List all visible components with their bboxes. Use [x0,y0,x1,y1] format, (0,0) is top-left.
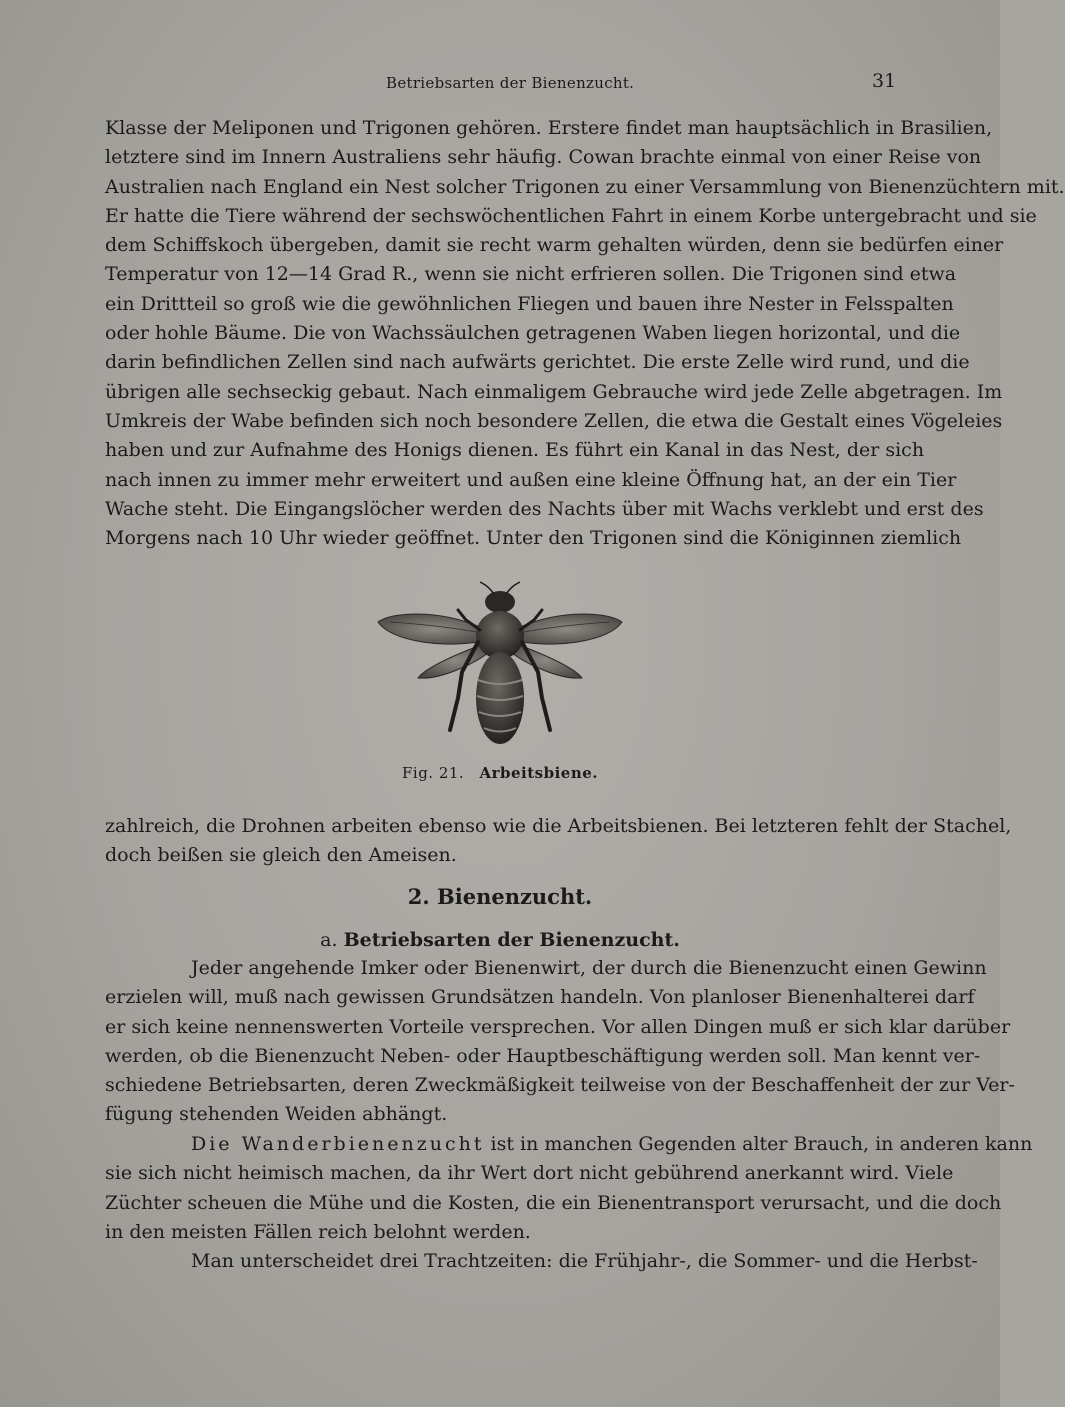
paragraph-1 [105,114,1065,553]
paragraph-2 [105,812,1012,871]
figure-caption [0,764,1000,782]
text-line: erzielen will, muß nach gewissen Grundsätzen handeln. Von planloser Bienenhalterei darf [105,986,975,1009]
bee-illustration [370,580,630,755]
text-line: er sich keine nennenswerten Vorteile versprechen. Vor allen Dingen muß er sich klar darüber [105,1015,1011,1038]
text-run: ist in manchen Gegenden alter Brauch, in anderen kann [484,1133,1033,1155]
text-line: Morgens nach 10 Uhr wieder geöffnet. Unter den Trigonen sind die Königinnen ziemlich [105,527,962,550]
paragraph-5 [105,1247,978,1276]
emphasized-term: Die Wanderbienenzucht [191,1133,485,1155]
text-line: letztere sind im Innern Australiens sehr häufig. Cowan brachte einmal von einer Reise von [105,146,982,169]
text-line: Australien nach England ein Nest solcher Trigonen zu einer Versammlung von Bienenzüchtern mit. [105,175,1065,198]
paragraph-3 [105,954,1015,1130]
text-line: Umkreis der Wabe befinden sich noch besondere Zellen, die etwa die Gestalt eines Vögeleies [105,409,1003,432]
text-line: Man unterscheidet drei Trachtzeiten: die Frühjahr-, die Sommer- und die Herbst- [191,1250,978,1272]
page-number: 31 [872,70,897,92]
text-line: fügung stehenden Weiden abhängt. [105,1103,448,1126]
figure-label: Fig. 21. [401,764,465,782]
worker-bee-icon [370,580,630,755]
subsection-heading [0,929,1000,951]
text-line: Er hatte die Tiere während der sechswöchentlichen Fahrt in einem Korbe untergebracht und sie [105,204,1037,227]
text-line: Temperatur von 12—14 Grad R., wenn sie nicht erfrieren sollen. Die Trigonen sind etwa [105,263,957,286]
text-line: dem Schiffskoch übergeben, damit sie recht warm gehalten würden, denn sie bedürfen einer [105,234,1004,257]
paragraph-4 [105,1130,1033,1247]
running-title: Betriebsarten der Bienenzucht. [386,74,635,92]
text-line: Züchter scheuen die Mühe und die Kosten, die ein Bienentransport verursacht, und die doch [105,1191,1002,1214]
text-line: in den meisten Fällen reich belohnt werden. [105,1220,531,1243]
text-line: schiedene Betriebsarten, deren Zweckmäßigkeit teilweise von der Beschaffenheit der zur Ver- [105,1074,1015,1097]
text-line: oder hohle Bäume. Die von Wachssäulchen getragenen Waben liegen horizontal, und die [105,322,961,345]
subsection-letter: a. [320,929,338,951]
text-line: haben und zur Aufnahme des Honigs dienen. Es führt ein Kanal in das Nest, der sich [105,439,925,462]
text-line: Wache steht. Die Eingangslöcher werden des Nachts über mit Wachs verklebt und erst des [105,497,984,520]
text-line: werden, ob die Bienenzucht Neben- oder Hauptbeschäftigung werden soll. Man kennt ver- [105,1044,981,1067]
text-line: nach innen zu immer mehr erweitert und außen eine kleine Öffnung hat, an der ein Tier [105,468,957,491]
text-line: sie sich nicht heimisch machen, da ihr Wert dort nicht gebührend anerkannt wird. Viele [105,1162,954,1185]
figure-title: Arbeitsbiene. [479,764,599,782]
text-line: Klasse der Meliponen und Trigonen gehören. Erstere findet man hauptsächlich in Brasilien, [105,117,993,139]
text-line [105,1130,1033,1159]
subsection-title: Betriebsarten der Bienenzucht. [343,929,680,951]
text-line: ein Drittteil so groß wie die gewöhnlichen Fliegen und bauen ihre Nester in Felsspalten [105,292,954,315]
text-line: Jeder angehende Imker oder Bienenwirt, der durch die Bienenzucht einen Gewinn [191,957,987,979]
text-line: zahlreich, die Drohnen arbeiten ebenso wie die Arbeitsbienen. Bei letzteren fehlt der Stachel, [105,815,1012,837]
text-line: doch beißen sie gleich den Ameisen. [105,844,457,867]
section-heading: 2. Bienenzucht. [407,884,593,909]
text-line: übrigen alle sechseckig gebaut. Nach einmaligem Gebrauche wird jede Zelle abgetragen. Im [105,380,1003,403]
text-line: darin befindlichen Zellen sind nach aufwärts gerichtet. Die erste Zelle wird rund, und die [105,351,970,374]
